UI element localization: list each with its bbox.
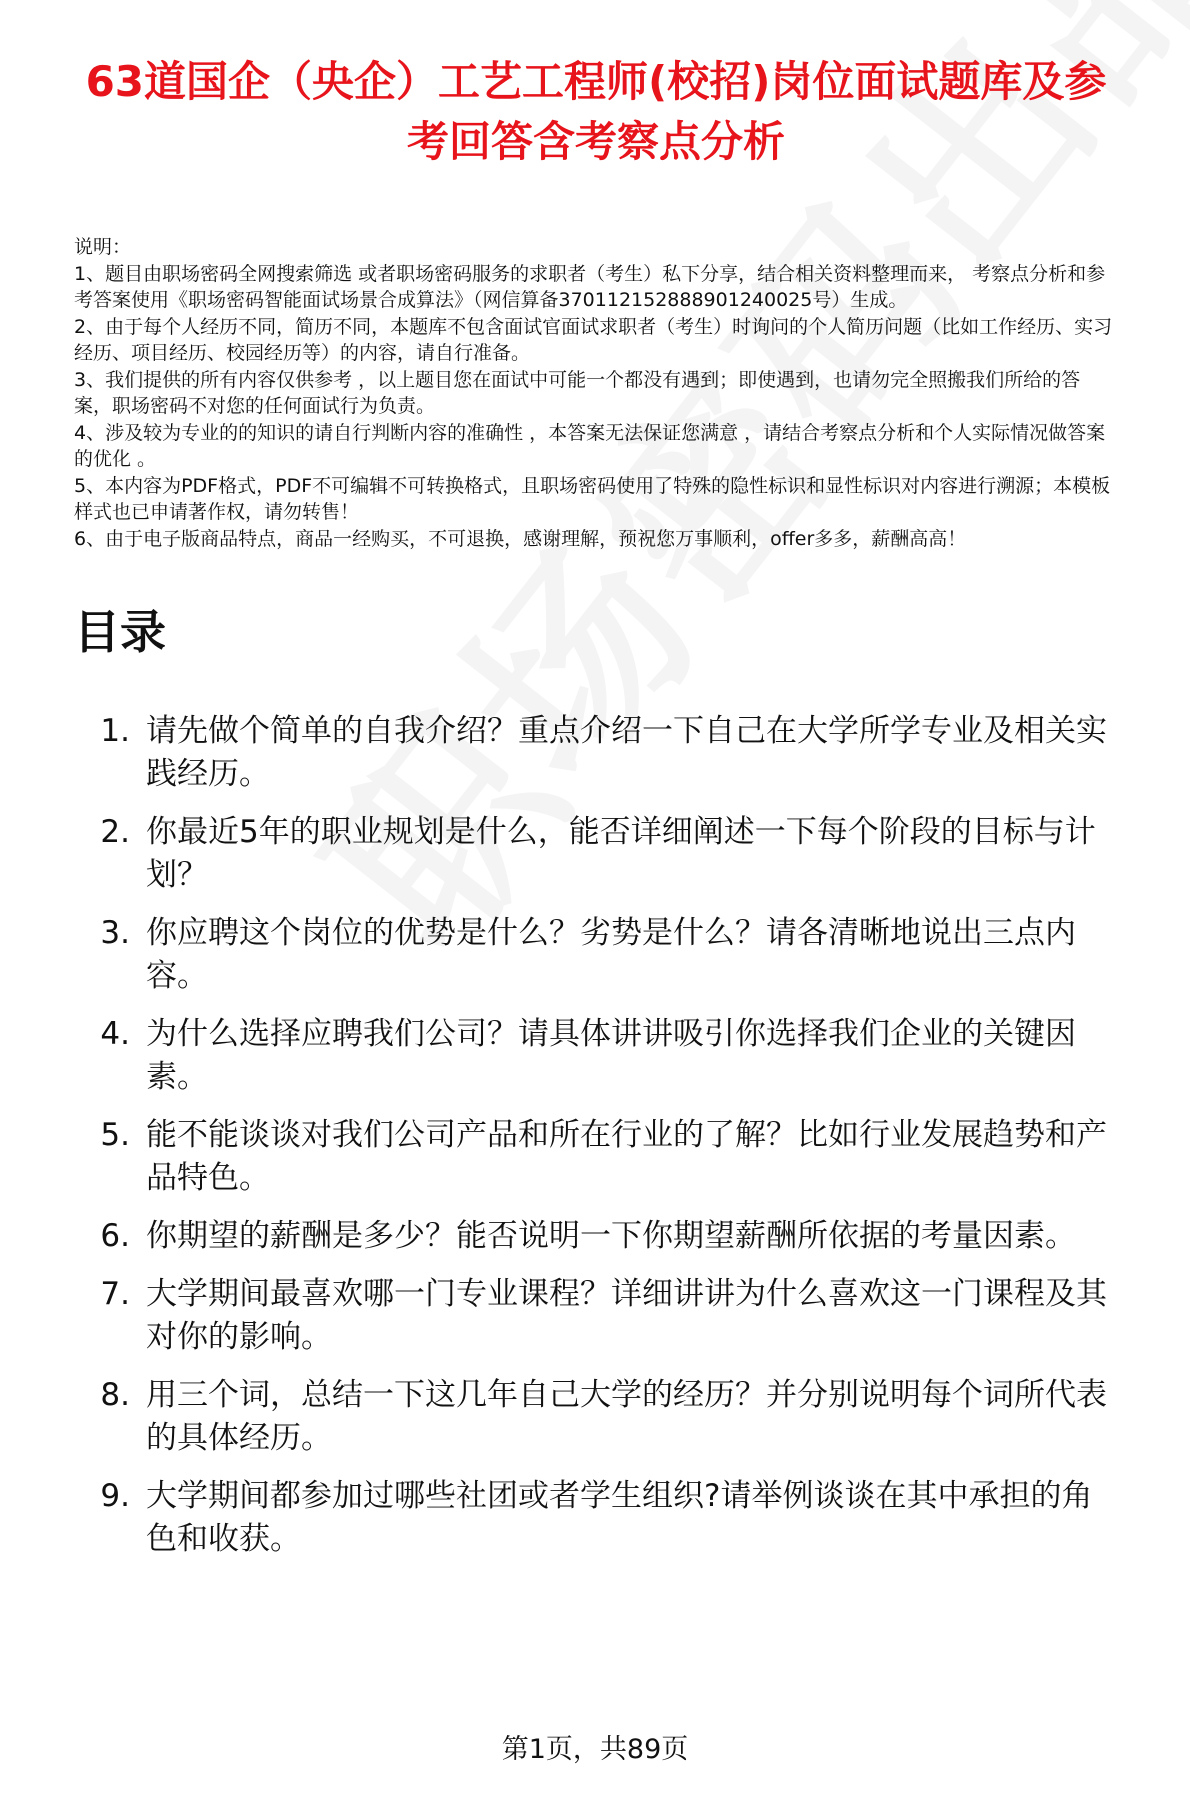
toc-item[interactable]	[74, 1374, 1118, 1460]
notes-line: 说明：	[74, 236, 132, 258]
toc-item[interactable]	[74, 1114, 1118, 1200]
page-footer: 第1页，共89页	[501, 1734, 689, 1765]
toc-item-text: 请先做个简单的自我介绍？重点介绍一下自己在大学所学专业及相关实践经历。	[146, 713, 1107, 792]
toc-item-number: 9.	[100, 1478, 130, 1514]
toc-item-number: 5.	[100, 1117, 130, 1153]
toc-item[interactable]	[74, 710, 1118, 796]
toc-item-text: 你期望的薪酬是多少？能否说明一下你期望薪酬所依据的考量因素。	[146, 1218, 1076, 1254]
notes-line: 4、涉及较为专业的的知识的请自行判断内容的准确性 ，本答案无法保证您满意 ，请结合考察点分析和个人实际情况做答案的优化 。	[74, 421, 1106, 470]
toc-item[interactable]	[74, 912, 1118, 998]
notes-line: 3、我们提供的所有内容仅供参考 ，以上题目您在面试中可能一个都没有遇到；即使遇到，也请勿完全照搬我们所给的答案，职场密码不对您的任何面试行为负责。	[74, 368, 1081, 417]
toc-item[interactable]	[74, 1475, 1118, 1561]
toc-item-number: 4.	[100, 1016, 130, 1052]
toc-item-number: 6.	[100, 1218, 130, 1254]
toc-item-text: 能不能谈谈对我们公司产品和所在行业的了解？比如行业发展趋势和产品特色。	[146, 1117, 1107, 1196]
toc-item-text: 你最近5年的职业规划是什么，能否详细阐述一下每个阶段的目标与计划？	[146, 814, 1096, 893]
document-title: 63道国企（央企）工艺工程师(校招)岗位面试题库及参考回答含考察点分析	[85, 57, 1107, 166]
toc-item[interactable]	[74, 1013, 1118, 1099]
toc-item[interactable]	[74, 1215, 1118, 1258]
notes-line: 5、本内容为PDF格式，PDF不可编辑不可转换格式，且职场密码使用了特殊的隐性标识和显性标识对内容进行溯源；本模板样式也已申请著作权，请勿转售！	[74, 474, 1111, 523]
toc-item-number: 2.	[100, 814, 130, 850]
toc-item-text: 大学期间最喜欢哪一门专业课程？详细讲讲为什么喜欢这一门课程及其对你的影响。	[146, 1276, 1107, 1355]
toc-item-text: 为什么选择应聘我们公司？请具体讲讲吸引你选择我们企业的关键因素。	[146, 1016, 1076, 1095]
toc-item-number: 8.	[100, 1377, 130, 1413]
toc-item[interactable]	[74, 1273, 1118, 1359]
toc-item-number: 7.	[100, 1276, 130, 1312]
toc-item[interactable]	[74, 811, 1118, 897]
toc-item-text: 用三个词，总结一下这几年自己大学的经历？并分别说明每个词所代表的具体经历。	[146, 1377, 1107, 1456]
document-page	[0, 52, 1190, 1561]
notes-line: 2、由于每个人经历不同，简历不同，本题库不包含面试官面试求职者（考生）时询问的个人简历问题（比如工作经历、实习经历、项目经历、校园经历等）的内容，请自行准备。	[74, 315, 1113, 364]
notes-line: 1、题目由职场密码全网搜索筛选 或者职场密码服务的求职者（考生）私下分享，结合相关资料整理而来， 考察点分析和参考答案使用《职场密码智能面试场景合成算法》（网信算备370112152888901240025号）生成。	[74, 262, 1106, 311]
toc-item-text: 大学期间都参加过哪些社团或者学生组织?请举例谈谈在其中承担的角色和收获。	[146, 1478, 1093, 1557]
toc-item-number: 1.	[100, 713, 130, 749]
toc-item-number: 3.	[100, 915, 130, 951]
notes-line: 6、由于电子版商品特点，商品一经购买，不可退换，感谢理解，预祝您万事顺利，offer多多，薪酬高高！	[74, 527, 967, 550]
toc-heading: 目录	[74, 605, 166, 659]
notes-section	[74, 234, 1118, 552]
toc-item-text: 你应聘这个岗位的优势是什么？劣势是什么？请各清晰地说出三点内容。	[146, 915, 1076, 994]
toc-list	[74, 710, 1118, 1561]
